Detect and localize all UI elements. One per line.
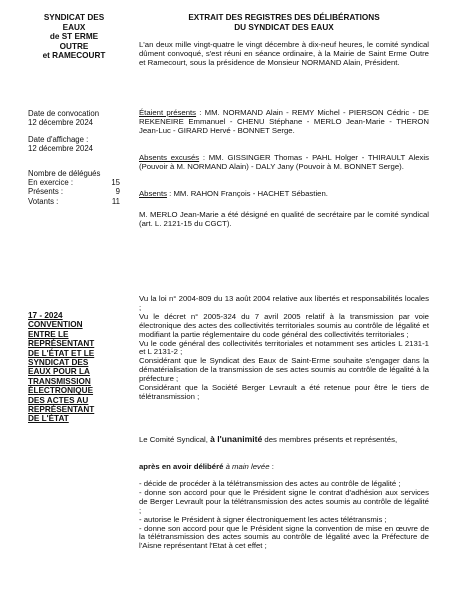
excuses-paragraph — [139, 154, 429, 172]
objet-line: CONVENTION — [28, 320, 83, 330]
decision-item: - décide de procéder à la télétransmission des actes au contrôle de légalité ; — [139, 479, 401, 488]
presents-row — [28, 187, 120, 196]
document-title — [139, 13, 429, 32]
considerant-item: Considérant que la Société Berger Levrault a été retenue pour être le tiers de télétransmission ; — [139, 383, 429, 401]
document-title-line1: EXTRAIT DES REGISTRES DES DÉLIBÉRATIONS — [188, 13, 380, 22]
decisions-block — [139, 480, 429, 551]
apres-deliberation — [139, 463, 429, 472]
syndicat-header-line: EAUX — [62, 22, 86, 32]
excuses-text: : MM. GISSINGER Thomas - PAHL Holger - THIRAULT Alexis (Pouvoir à M. NORMAND Alain) - DALY Jany (Pouvoir à M. BONNET Serge). — [139, 153, 429, 171]
syndicat-header-line: et RAMECOURT — [42, 51, 106, 61]
objet-line: REPRÉSENTANT — [28, 405, 95, 415]
decision-item: - donne son accord pour que le Président signe le contrat d'adhésion aux services de Berger Levrault pour la télétransmission des actes soumis au contrôle de légalité ; — [139, 487, 429, 515]
objet-line: REPRÉSENTANT — [28, 339, 95, 349]
vote-before: Le Comité Syndical, — [139, 435, 211, 444]
objet-line: DE L'ÉTAT — [28, 414, 69, 424]
apres-bold: après en avoir délibéré — [139, 462, 224, 471]
votants-row — [28, 197, 120, 206]
affichage-block — [28, 135, 120, 153]
votants-label: Votants : — [28, 196, 59, 206]
exercice-value: 15 — [111, 178, 120, 188]
vote-after: des membres présents et représentés, — [262, 435, 398, 444]
presents-paragraph — [139, 109, 429, 136]
syndicat-header-line: OUTRE — [59, 41, 89, 51]
exercice-label: En exercice : — [28, 178, 74, 188]
delegues-label: Nombre de délégués — [28, 169, 101, 178]
objet-line: ENTRE LE — [28, 329, 69, 339]
considerant-item: Vu le décret n° 2005-324 du 7 avril 2005 relatif à la transmission par voie électronique des actes des collectivités territoriales soumis au contrôle de légalité et modifiant la partie réglementaire du code général des collectivités territoriales ; — [139, 311, 429, 339]
affichage-date: 12 décembre 2024 — [28, 144, 94, 154]
absents-label: Absents — [139, 189, 168, 198]
convocation-date: 12 décembre 2024 — [28, 118, 94, 128]
considerant-item: Considérant que le Syndicat des Eaux de Saint-Erme souhaite s'engager dans la dématérialisation de la transmission de ses actes soumis au contrôle de légalité à la préfecture ; — [139, 356, 429, 384]
secretaire-paragraph: M. MERLO Jean-Marie a été désigné en qualité de secrétaire par le comité syndical (art. L. 2121-15 du CGCT). — [139, 210, 429, 228]
vote-paragraph — [139, 435, 429, 445]
affichage-label: Date d'affichage : — [28, 135, 89, 144]
intro-paragraph: L'an deux mille vingt-quatre le vingt décembre à dix-neuf heures, le comité syndical dûment convoqué, s'est réuni en séance ordinaire, à la Mairie de Saint Erme Outre et Ramecourt, sous la présidence de Monsieur NORMAND Alain, Président. — [139, 40, 429, 67]
syndicat-header-line: SYNDICAT DES — [43, 13, 105, 22]
apres-rest: : — [269, 462, 274, 471]
presents-label: Étaient présents — [139, 108, 197, 117]
objet-line: DE L'ÉTAT ET LE — [28, 348, 95, 358]
exercice-row — [28, 178, 120, 187]
considerants-block — [139, 295, 429, 402]
votants-value: 11 — [111, 196, 120, 206]
absents-paragraph — [139, 190, 429, 199]
objet-line: TRANSMISSION — [28, 376, 91, 386]
objet-line: SYNDICAT DES — [28, 358, 89, 368]
vote-unanimite: à l'unanimité — [210, 434, 263, 444]
presents-text: : MM. NORMAND Alain - REMY Michel - PIERSON Cédric - DE REKENEIRE Emmanuel - CHENU Stéphane - MERLO Jean-Marie - THERON Jean-Luc - GIRARD Hervé - BONNET Serge. — [139, 108, 429, 135]
considerant-item: Vu le code général des collectivités territoriales et notamment ses articles L 2131-1 et L 2131-2 ; — [139, 338, 429, 357]
considerant-item: Vu la loi n° 2004-809 du 13 août 2004 relative aux libertés et responsabilités locales ; — [139, 294, 429, 312]
decision-item: - autorise le Président à signer électroniquement les actes télétransmis ; — [139, 514, 387, 524]
objet-line: DES ACTES AU — [28, 395, 89, 405]
decision-item: - donne son accord pour que le Président signe la convention de mise en œuvre de la télétransmission des actes soumis au contrôle de légalité avec la Préfecture de l'Aisne représentant l'Etat à cet effet ; — [139, 523, 429, 551]
syndicat-header-line: de ST ERME — [49, 32, 99, 42]
convocation-block — [28, 109, 120, 127]
excuses-label: Absents excusés — [139, 153, 200, 162]
objet-line: EAUX POUR LA — [28, 367, 90, 377]
apres-italic: à main levée — [223, 462, 270, 471]
objet-block — [28, 311, 120, 424]
syndicat-header — [28, 13, 120, 61]
presents-count-value: 9 — [115, 187, 120, 197]
convocation-label: Date de convocation — [28, 109, 100, 118]
presents-count-label: Présents : — [28, 187, 64, 197]
absents-text: : MM. RAHON François - HACHET Sébastien. — [167, 189, 328, 198]
delegues-block — [28, 169, 120, 206]
objet-number: 17 - 2024 — [28, 311, 63, 320]
objet-line: ÉLECTRONIQUE — [28, 386, 94, 396]
document-title-line2: DU SYNDICAT DES EAUX — [234, 22, 334, 32]
